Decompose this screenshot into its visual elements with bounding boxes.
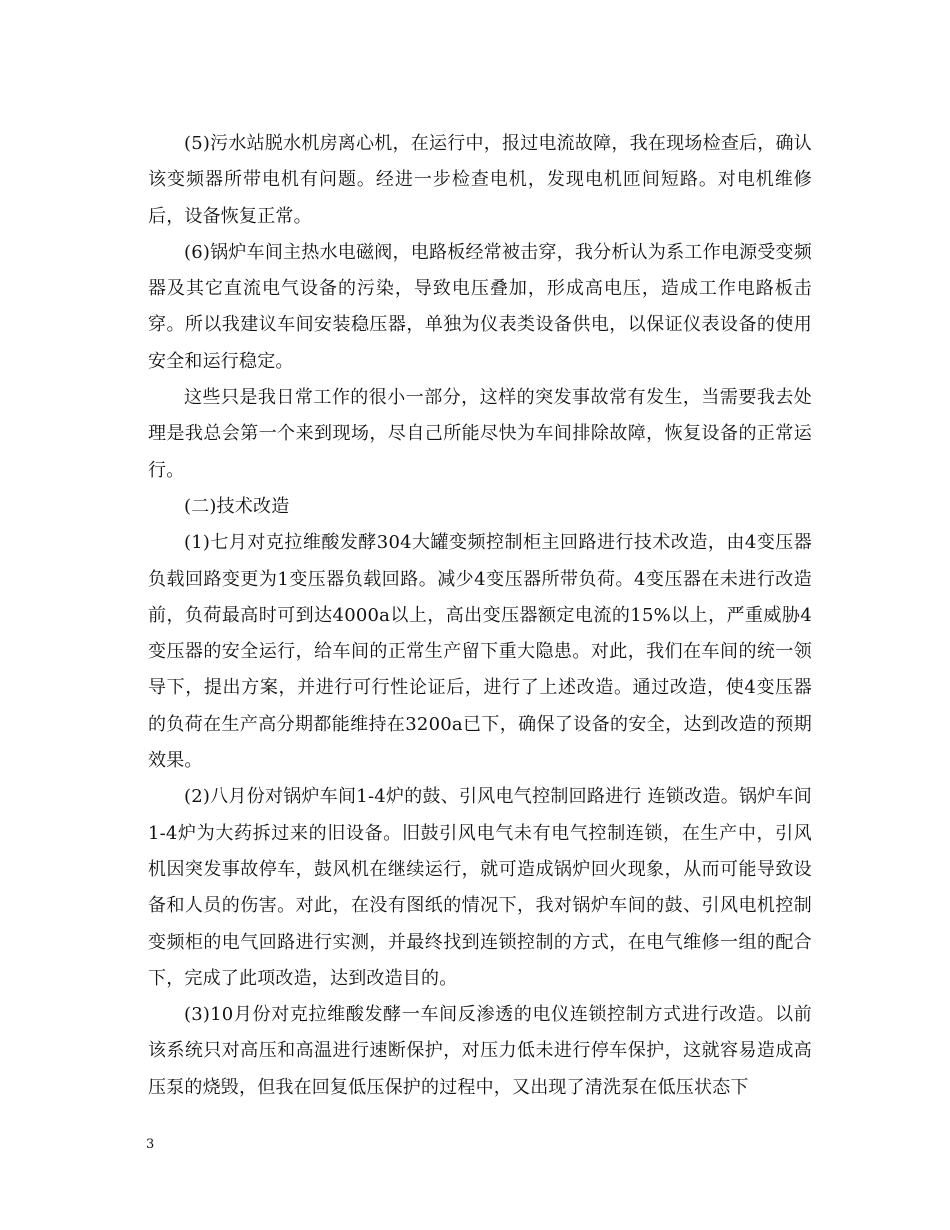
body-text bbox=[148, 126, 812, 1106]
page-number: 3 bbox=[146, 1137, 155, 1152]
paragraph-renovation-3: (3)10月份对克拉维酸发酵一车间反渗透的电仪连锁控制方式进行改造。以前该系统只对高压和高温进行速断保护，对压力低未进行停车保护，这就容易造成高压泵的烧毁，但我在回复低压保护的过程中，又出现了清洗泵在低压状态下 bbox=[148, 1004, 812, 1098]
section-heading-technical-renovation: (二)技术改造 bbox=[184, 495, 290, 517]
paragraph-fault-6: (6)锅炉车间主热水电磁阀，电路板经常被击穿，我分析认为系工作电源受变频器及其它直流电气设备的污染，导致电压叠加，形成高电压，造成工作电路板击穿。所以我建议车间安装稳压器，单独为仪表类设备供电，以保证仪表设备的使用安全和运行稳定。 bbox=[148, 241, 812, 372]
paragraph-fault-5: (5)污水站脱水机房离心机，在运行中，报过电流故障，我在现场检查后，确认该变频器所带电机有问题。经进一步检查电机，发现电机匝间短路。对电机维修后，设备恢复正常。 bbox=[148, 133, 812, 227]
paragraph-renovation-2: (2)八月份对锅炉车间1-4炉的鼓、引风电气控制回路进行 连锁改造。锅炉车间1-4炉为大药拆过来的旧设备。旧鼓引风电气未有电气控制连锁，在生产中，引风机因突发事故停车，鼓风机在继续运行，就可造成锅炉回火现象，从而可能导致设备和人员的伤害。对此，在没有图纸的情况下，我对锅炉车间的鼓、引风电机控制变频柜的电气回路进行实测，并最终找到连锁控制的方式，在电气维修一组的配合下，完成了此项改造，达到改造目的。 bbox=[148, 786, 812, 989]
paragraph-summary: 这些只是我日常工作的很小一部分，这样的突发事故常有发生，当需要我去处理是我总会第一个来到现场，尽自己所能尽快为车间排除故障，恢复设备的正常运行。 bbox=[148, 387, 812, 481]
paragraph-renovation-1: (1)七月对克拉维酸发酵304大罐变频控制柜主回路进行技术改造，由4变压器负载回路变更为1变压器负载回路。减少4变压器所带负荷。4变压器在未进行改造前，负荷最高时可到达4000a以上，高出变压器额定电流的15%以上，严重威胁4变压器的安全运行，给车间的正常生产留下重大隐患。对此，我们在车间的统一领导下，提出方案，并进行可行性论证后，进行了上述改造。通过改造，使4变压器的负荷在生产高分期都能维持在3200a已下，确保了设备的安全，达到改造的预期效果。 bbox=[148, 532, 812, 772]
